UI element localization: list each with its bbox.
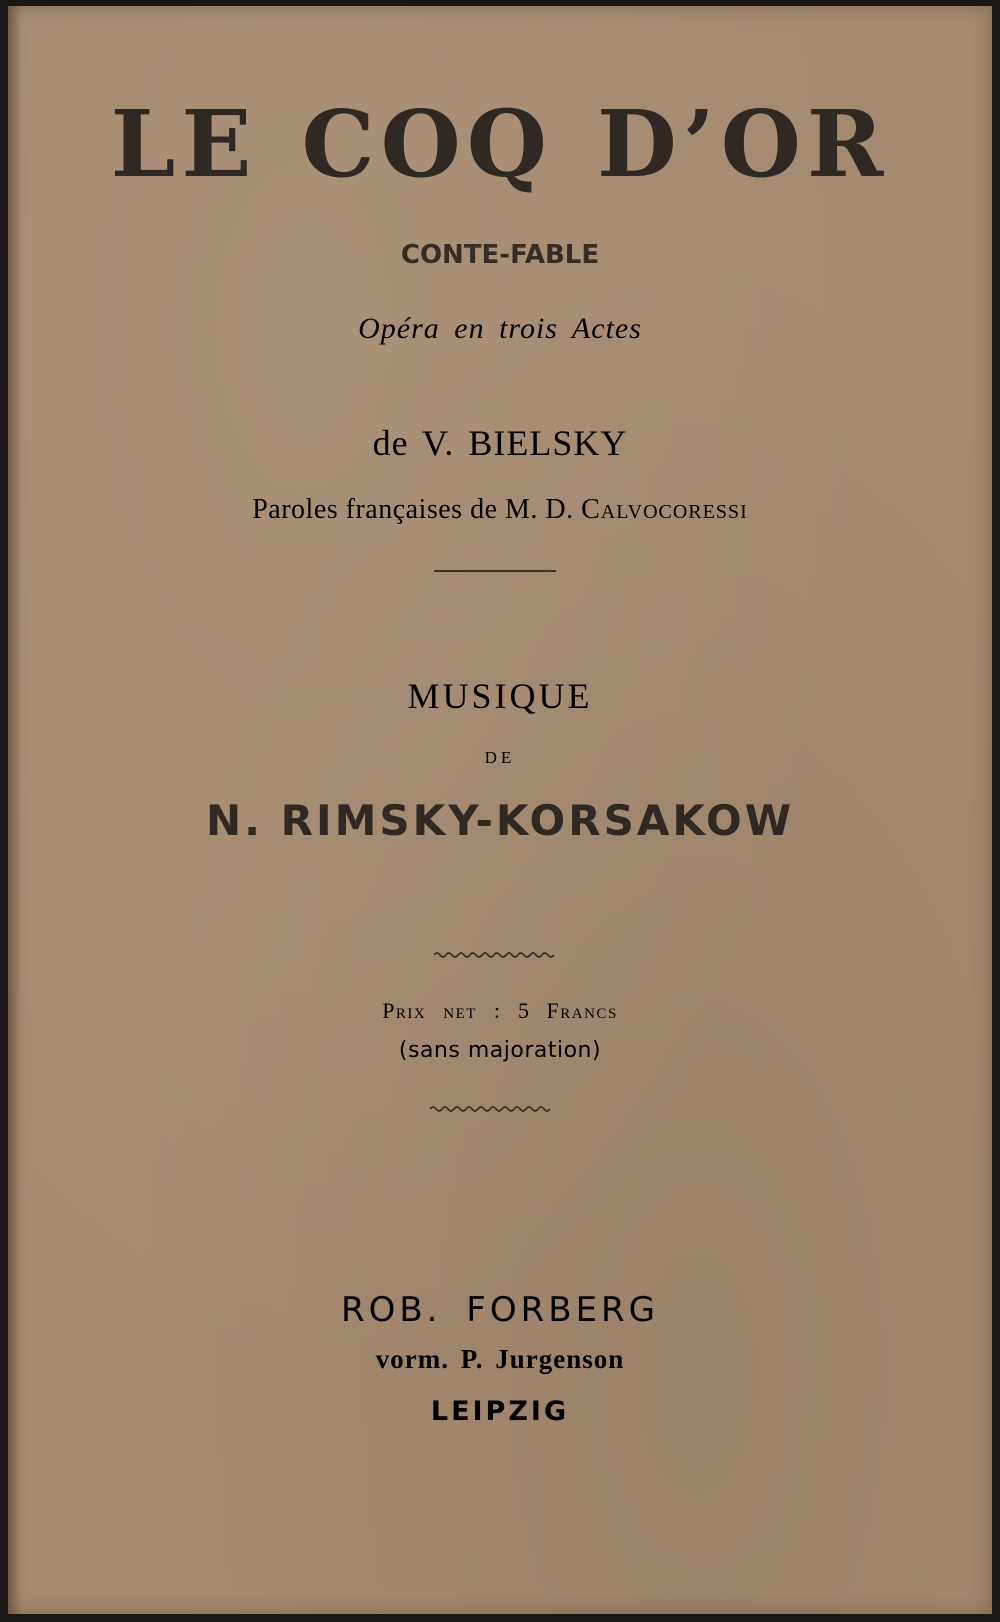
wavy-ornament-bottom bbox=[430, 1104, 552, 1114]
price-amount: 5 bbox=[518, 998, 531, 1023]
music-de-label: DE bbox=[484, 748, 516, 767]
translator-prefix: Paroles françaises de M. D. bbox=[252, 494, 574, 525]
price-note: (sans majoration) bbox=[398, 1038, 602, 1063]
translator-name: Calvocoressi bbox=[581, 494, 748, 525]
price-unit: Francs bbox=[546, 998, 618, 1023]
divider-rule bbox=[434, 570, 556, 572]
title-word-dor: D’OR bbox=[596, 90, 890, 198]
translator-line bbox=[0, 494, 1000, 526]
title-word-coq: COQ bbox=[301, 90, 553, 198]
composer-name: N. RIMSKY-KORSAKOW bbox=[205, 796, 795, 845]
genre-line: Opéra en trois Actes bbox=[358, 312, 642, 345]
wavy-ornament-top bbox=[434, 950, 556, 960]
price-line bbox=[0, 998, 1000, 1024]
cover-subtitle: CONTE-FABLE bbox=[400, 240, 600, 270]
publisher-name: ROB. FORBERG bbox=[340, 1290, 660, 1330]
title-word-le: LE bbox=[110, 90, 258, 198]
price-label: Prix net : bbox=[382, 998, 502, 1023]
music-label: MUSIQUE bbox=[407, 676, 593, 716]
cover-title bbox=[0, 90, 1000, 198]
publisher-city: LEIPZIG bbox=[430, 1396, 570, 1427]
author-line: de V. BIELSKY bbox=[372, 423, 628, 463]
publisher-former-name: vorm. P. Jurgenson bbox=[375, 1344, 625, 1374]
